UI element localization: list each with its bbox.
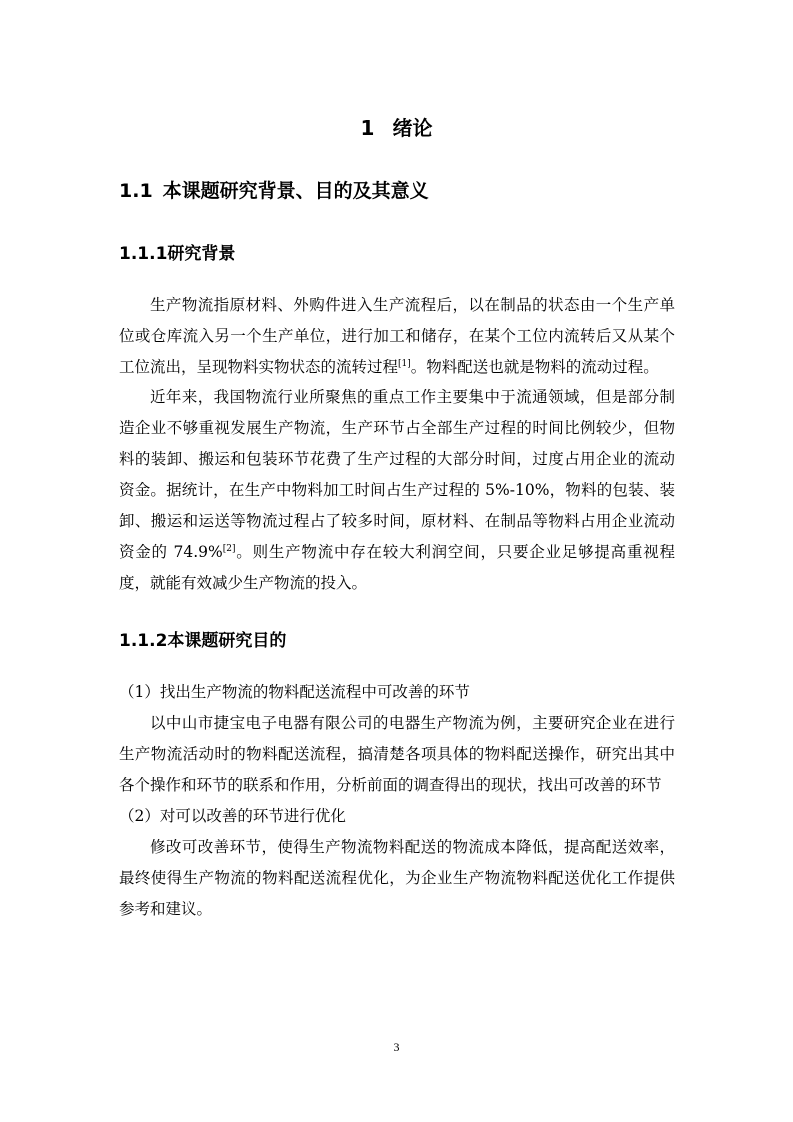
paragraph-background-1 [119, 290, 675, 383]
section-number: 1.1 [119, 180, 153, 202]
subsection-heading-purpose: 1.1.2本课题研究目的 [119, 631, 287, 651]
chapter-title: 绪论 [392, 116, 433, 140]
citation-ref: [1] [398, 358, 411, 369]
section-title: 本课题研究背景、目的及其意义 [162, 180, 429, 202]
paragraph-purpose-1: 以中山市捷宝电子电器有限公司的电器生产物流为例，主要研究企业在进行生产物流活动时的物料配送流程，搞清楚各项具体的物料配送操作，研究出其中各个操作和环节的联系和作用，分析前面的调查得出的现状，找出可改善的环节 [119, 714, 675, 794]
citation-ref: [2] [222, 543, 236, 554]
paragraph-text: 生产物流指原材料、外购件进入生产流程后，以在制品的状态由一个生产单位或仓库流入另一个生产单位，进行加工和储存，在某个工位内流转后又从某个工位流出，呈现物料实物状态的流转过程 [119, 296, 675, 376]
list-item-1: （1）找出生产物流的物料配送流程中可改善的环节 [119, 683, 470, 701]
subsection-heading-background: 1.1.1研究背景 [119, 244, 236, 264]
paragraph-text: 。则生产物流中存在较大利润空间，只要企业足够提高重视程度，就能有效减少生产物流的投入。 [119, 543, 675, 592]
paragraph-background-2 [119, 382, 675, 599]
chapter-heading [0, 112, 793, 141]
paragraph-text: 。物料配送也就是物料的流动过程。 [410, 358, 659, 376]
section-heading [119, 176, 429, 203]
list-item-2: （2）对可以改善的环节进行优化 [119, 807, 346, 825]
paragraph-purpose-2: 修改可改善环节，使得生产物流物料配送的物流成本降低，提高配送效率，最终使得生产物流的物料配送流程优化，为企业生产物流物料配送优化工作提供参考和建议。 [119, 838, 675, 918]
chapter-number: 1 [360, 116, 375, 140]
paragraph-text: 近年来，我国物流行业所聚焦的重点工作主要集中于流通领域，但是部分制造企业不够重视发展生产物流，生产环节占全部生产过程的时间比例较少，但物料的装卸、搬运和包装环节花费了生产过程的大部分时间，过度占用企业的流动资金。据统计，在生产中物料加工时间占生产过程的 5%-10%，物料的包装、装卸、搬运和运送等物流过程占了较多时间，原材料、在制品等物料占用企业流动资金的 74.9% [119, 388, 675, 561]
page-number: 3 [393, 1040, 400, 1054]
